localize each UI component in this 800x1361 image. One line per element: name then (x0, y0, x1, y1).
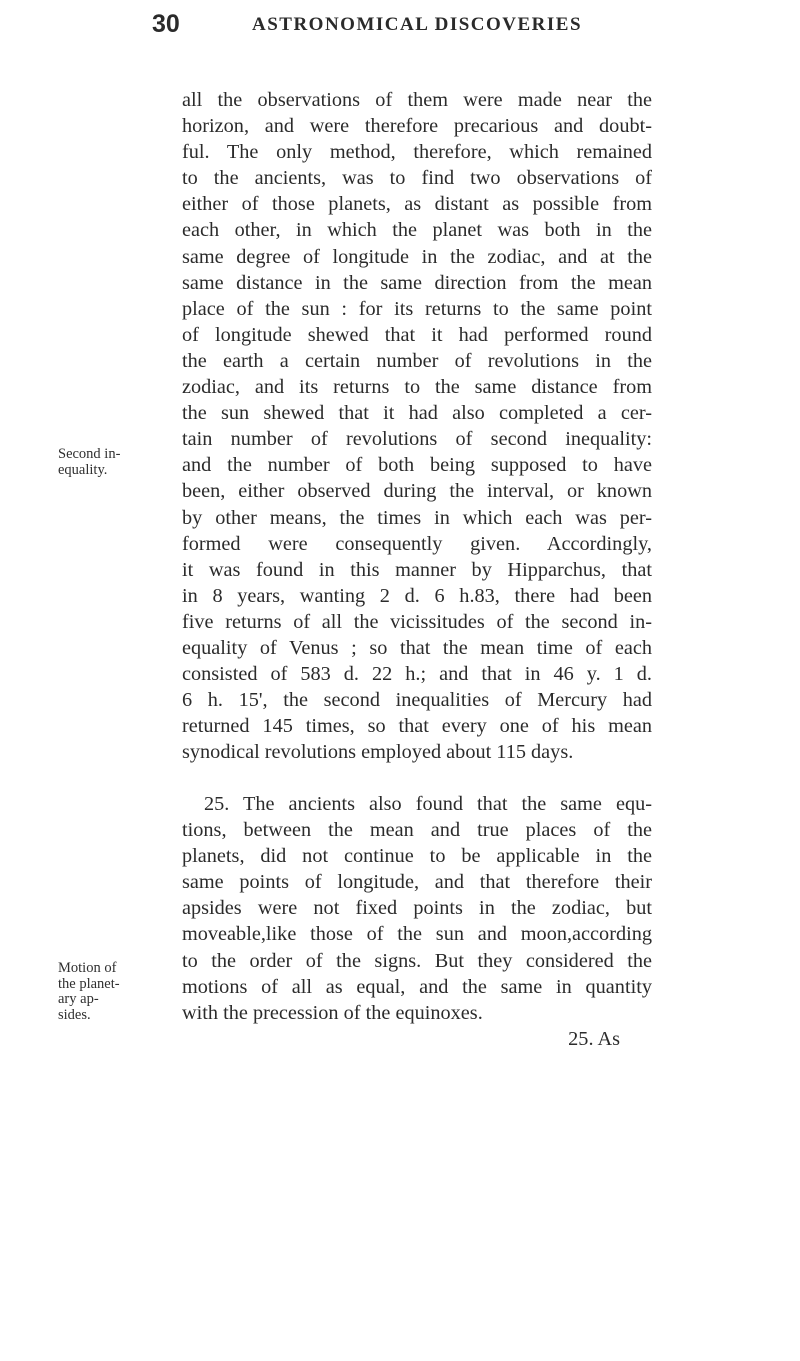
text-line: ful. The only method, therefore, which remained (182, 141, 652, 164)
page-header (0, 10, 800, 50)
text-line: tain number of revolutions of second inequality: (182, 428, 652, 451)
text-line: 6 h. 15', the second inequalities of Mercury had (182, 689, 652, 712)
text-line: same distance in the same direction from the mean (182, 271, 652, 294)
text-line: moveable,like those of the sun and moon,according (182, 923, 652, 946)
margin-note-line: equality. (58, 461, 108, 478)
text-line: to the ancients, was to find two observations of (182, 167, 652, 190)
text-line: it was found in this manner by Hipparchus, that (182, 558, 652, 581)
text-line: the earth a certain number of revolutions in the (182, 349, 652, 372)
text-line: tions, between the mean and true places of the (182, 819, 652, 842)
text-line: either of those planets, as distant as possible from (182, 193, 652, 216)
text-line: apsides were not fixed points in the zodiac, but (182, 897, 652, 920)
margin-note-second-inequality (58, 447, 138, 478)
running-head: ASTRONOMICAL DISCOVERIES (252, 14, 583, 35)
margin-note-line: Motion of (58, 960, 117, 976)
text-line: the sun shewed that it had also completed a cer- (182, 402, 652, 425)
page-number: 30 (152, 10, 180, 38)
text-line: been, either observed during the interval, or known (182, 480, 652, 503)
text-line: to the order of the signs. But they considered the (182, 949, 652, 972)
text-line: 25. The ancients also found that the same equ- (204, 793, 652, 815)
text-line: of longitude shewed that it had performed round (182, 323, 652, 346)
text-line: equality of Venus ; so that the mean time of each (182, 636, 652, 659)
text-line: in 8 years, wanting 2 d. 6 h.83, there had been (182, 584, 652, 607)
text-line: five returns of all the vicissitudes of the second in- (182, 610, 652, 633)
margin-note-line: the planet- (58, 975, 120, 992)
margin-note-motion-of-apsides (58, 961, 138, 1023)
paragraph-2 (182, 791, 652, 1052)
text-line: all the observations of them were made near the (182, 89, 652, 111)
text-line: and the number of both being supposed to have (182, 454, 652, 477)
catchword: 25. As (568, 1027, 620, 1050)
margin-note-line: sides. (58, 1006, 91, 1023)
margin-note-line: ary ap- (58, 991, 99, 1007)
text-line: each other, in which the planet was both in the (182, 219, 652, 242)
text-line: by other means, the times in which each was per- (182, 506, 652, 529)
text-line: zodiac, and its returns to the same distance from (182, 376, 652, 399)
text-line: formed were consequently given. Accordingly, (182, 532, 652, 555)
text-line: place of the sun : for its returns to the same point (182, 297, 652, 320)
text-line: with the precession of the equinoxes. (182, 1001, 483, 1024)
text-line: consisted of 583 d. 22 h.; and that in 46 y. 1 d. (182, 663, 652, 686)
margin-note-line: Second in- (58, 446, 121, 462)
text-line: same degree of longitude in the zodiac, and at the (182, 245, 652, 268)
text-line: motions of all as equal, and the same in quantity (182, 975, 652, 998)
text-line: same points of longitude, and that therefore their (182, 871, 652, 894)
paragraph-1 (182, 87, 652, 765)
text-line: synodical revolutions employed about 115 days. (182, 741, 574, 764)
text-line: horizon, and were therefore precarious and doubt- (182, 115, 652, 138)
text-line: returned 145 times, so that every one of his mean (182, 715, 652, 738)
text-line: planets, did not continue to be applicable in the (182, 845, 652, 868)
